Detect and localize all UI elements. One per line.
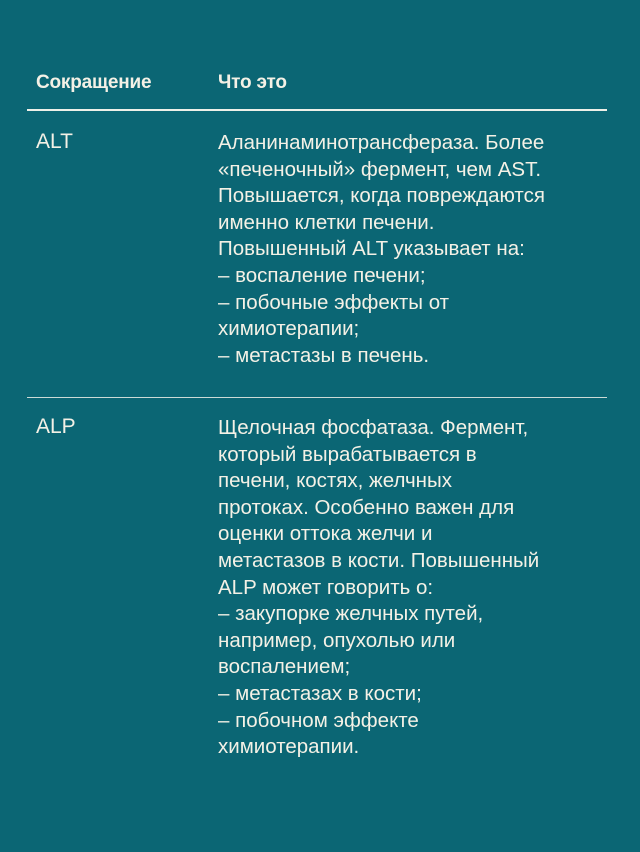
- column-header-abbreviation: Сокращение: [36, 72, 152, 93]
- desc-line: печени, костях, желчных: [218, 469, 452, 493]
- row-abbr-alp: ALP: [36, 415, 76, 438]
- desc-line: – воспаление печени;: [218, 263, 426, 287]
- desc-line: – побочном эффекте: [218, 708, 419, 732]
- column-header-description: Что это: [218, 72, 287, 93]
- desc-line: именно клетки печени.: [218, 210, 435, 234]
- desc-line: который вырабатывается в: [218, 442, 477, 466]
- desc-line: Повышается, когда повреждаются: [218, 184, 545, 208]
- desc-line: – метастазы в печень.: [218, 343, 430, 367]
- desc-line: – закупорке желчных путей,: [218, 602, 484, 626]
- row-desc-alp: [218, 415, 618, 761]
- desc-line: ALP может говорить о:: [218, 575, 434, 599]
- desc-line: Повышенный ALT указывает на:: [218, 237, 525, 261]
- row-divider: [27, 397, 607, 398]
- desc-line: метастазов в кости. Повышенный: [218, 548, 540, 572]
- desc-line: – метастазах в кости;: [218, 681, 422, 705]
- desc-line: например, опухолью или: [218, 628, 456, 652]
- desc-line: оценки оттока желчи и: [218, 522, 433, 546]
- desc-line: – побочные эффекты от: [218, 290, 450, 314]
- header-divider: [27, 109, 607, 111]
- desc-line: «печеночный» фермент, чем AST.: [218, 157, 542, 181]
- desc-line: Щелочная фосфатаза. Фермент,: [218, 416, 529, 439]
- desc-line: Аланинаминотрансфераза. Более: [218, 131, 545, 154]
- row-desc-alt: [218, 130, 618, 369]
- desc-line: химиотерапии;: [218, 317, 360, 341]
- desc-line: химиотерапии.: [218, 735, 360, 759]
- desc-line: протоках. Особенно важен для: [218, 495, 515, 519]
- row-abbr-alt: ALT: [36, 130, 73, 153]
- desc-line: воспалением;: [218, 655, 351, 679]
